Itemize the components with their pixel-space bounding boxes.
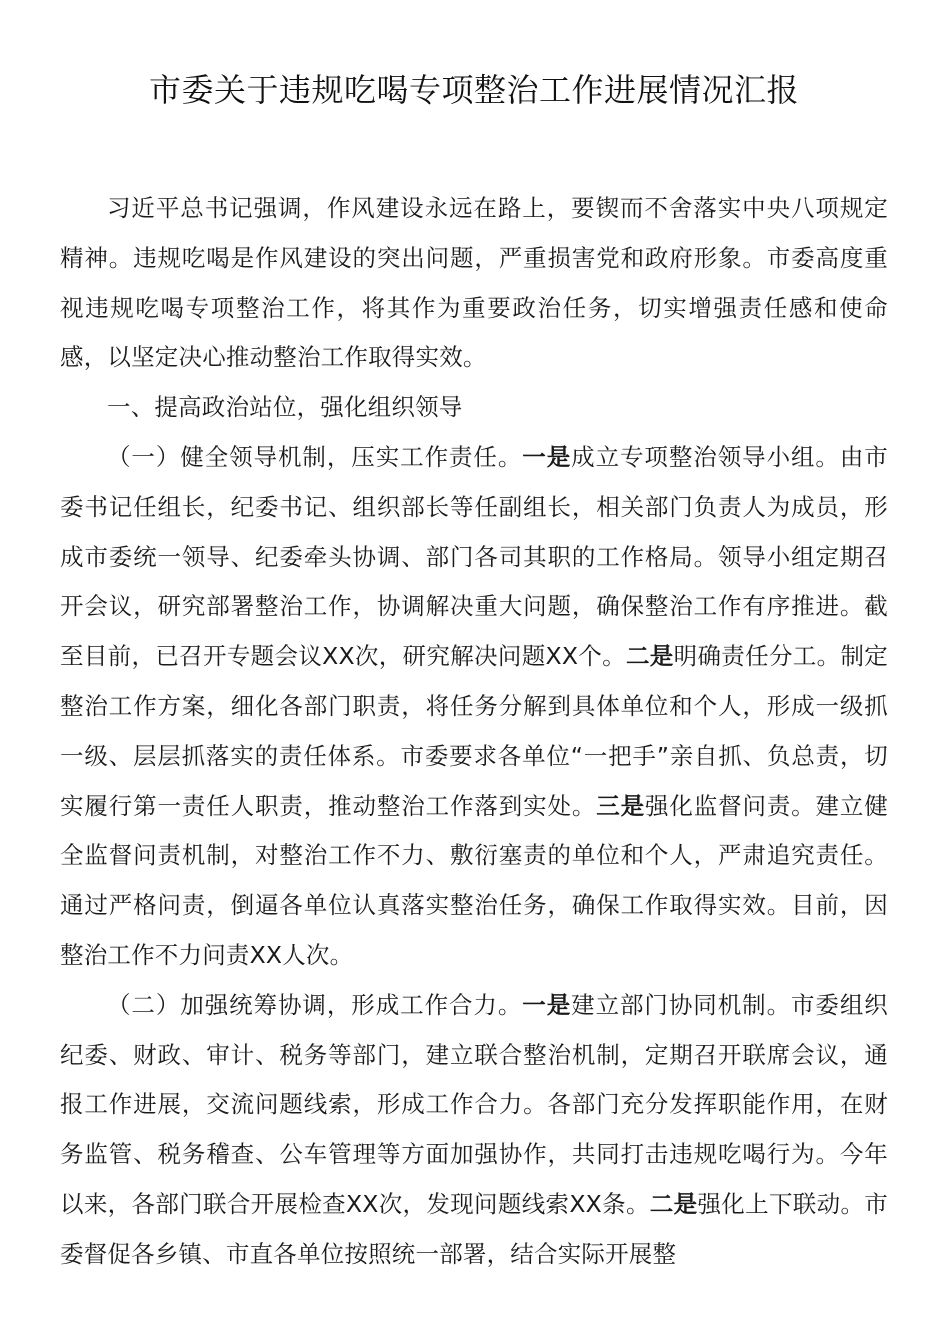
paragraph-text: 建立部门协同机制。市委组织纪委、财政、审计、税务等部门，建立联合整治机制，定期召开联席会议，通报工作进展，交流问题线索，形成工作合力。各部门充分发挥职能作用，在财务监管、税务稽查、公车管理等方面加强协作，共同打击违规吃喝行为。今年以来，各部门联合开展检查XX次，发现问题线索XX条。 — [60, 990, 888, 1218]
point-marker: 一是 — [522, 990, 572, 1019]
subsection-1-paragraph — [60, 433, 888, 981]
document-title: 市委关于违规吃喝专项整治工作进展情况汇报 — [148, 71, 799, 109]
subsection-2-heading: （二）加强统筹协调，形成工作合力。 — [107, 990, 523, 1019]
document-body — [60, 184, 888, 1280]
section-heading: 一、提高政治站位，强化组织领导 — [107, 393, 463, 422]
subsection-1-heading: （一）健全领导机制，压实工作责任。 — [107, 442, 523, 471]
subsection-2-paragraph — [60, 981, 888, 1280]
paragraph-text: 明确责任分工。制定整治工作方案，细化各部门职责，将任务分解到具体单位和个人，形成一级抓一级、层层抓落实的责任体系。市委要求各单位“一把手”亲自抓、负总责，切实履行第一责任人职责，推动整治工作落到实处。 — [60, 642, 888, 820]
point-marker: 二是 — [649, 1189, 698, 1218]
point-marker: 三是 — [596, 791, 645, 820]
paragraph-text: 强化上下联动。市委督促各乡镇、市直各单位按照统一部署，结合实际开展整 — [60, 1189, 888, 1268]
paragraph-text: 强化监督问责。建立健全监督问责机制，对整治工作不力、敷衍塞责的单位和个人，严肃追究责任。通过严格问责，倒逼各单位认真落实整治任务，确保工作取得实效。目前，因整治工作不力问责XX人次。 — [60, 791, 889, 969]
paragraph-text: 成立专项整治领导小组。由市委书记任组长，纪委书记、组织部长等任副组长，相关部门负责人为成员，形成市委统一领导、纪委牵头协调、部门各司其职的工作格局。领导小组定期召开会议，研究部署整治工作，协调解决重大问题，确保整治工作有序推进。截至目前，已召开专题会议XX次，研究解决问题XX个。 — [60, 442, 888, 671]
point-marker: 一是 — [522, 442, 572, 471]
intro-paragraph: 习近平总书记强调，作风建设永远在路上，要锲而不舍落实中央八项规定精神。违规吃喝是作风建设的突出问题，严重损害党和政府形象。市委高度重视违规吃喝专项整治工作，将其作为重要政治任务，切实增强责任感和使命感，以坚定决心推动整治工作取得实效。 — [60, 194, 888, 372]
point-marker: 二是 — [625, 642, 674, 671]
